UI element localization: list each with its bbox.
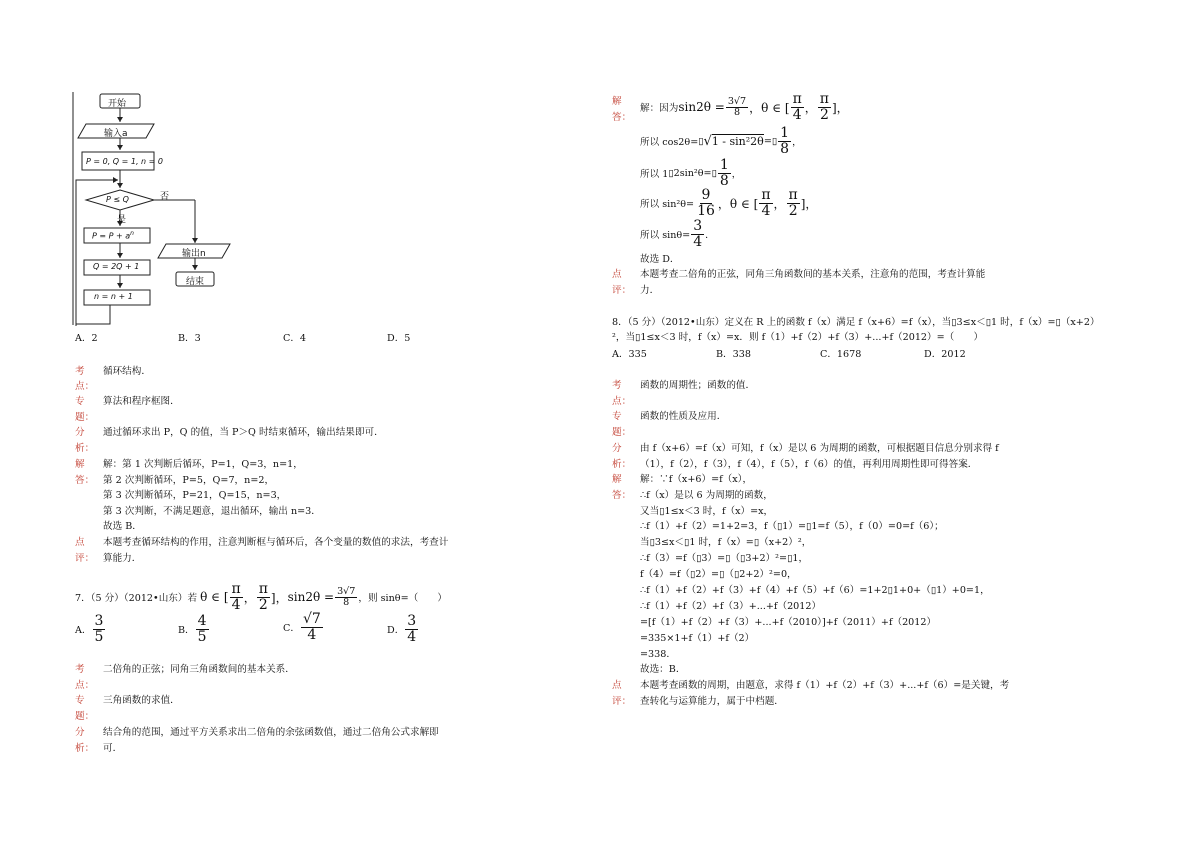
q8-jieda-label-2: 答： — [612, 490, 632, 501]
q7-option-b: B． $\frac{4}{5}$ — [178, 613, 207, 645]
q8-stem-line-2: ²，当▯1≤x＜3 时，f（x）=x．则 f（1）+f（2）+f（3）+...+f（2012）=（ ） — [612, 332, 984, 343]
q6-jieda-line-4: 第 3 次判断，不满足题意，退出循环，输出 n=3． — [103, 506, 321, 517]
q8-jieda-line-1: 解：∵f（x+6）=f（x）， — [640, 474, 753, 485]
q8-option-b: B．338 — [716, 349, 751, 360]
q8-zhuanti-label-2: 题： — [612, 427, 632, 438]
q8-jieda-line-3: 又当▯1≤x＜3 时，f（x）=x， — [640, 506, 774, 517]
q6-kaodian-label-1: 考 — [75, 366, 85, 377]
q6-zhuanti-label-2: 题： — [75, 412, 95, 423]
flow-output-label: 输出n — [182, 249, 206, 259]
q6-dianping-label-2: 评： — [75, 553, 95, 564]
flow-start-label: 开始 — [108, 99, 127, 109]
q8-jieda-line-8: ∴f（1）+f（2）+f（3）+f（4）+f（5）+f（6）=1+2▯1+0+（▯1）+0=1， — [640, 585, 990, 596]
q8-zhuanti: 函数的性质及应用． — [640, 411, 727, 422]
q8-dianping-label-2: 评： — [612, 696, 632, 707]
q7-option-c: C． $\frac{√7}{4}$ — [283, 611, 321, 643]
q8-kaodian-label-1: 考 — [612, 380, 622, 391]
q8-zhuanti-label-1: 专 — [612, 411, 622, 422]
q6-fenxi-label-2: 析： — [75, 443, 95, 454]
q7-sol-line-3: 所以 1 ▯ 2sin²θ= ▯ $\frac{1}{8}$ ， — [640, 157, 742, 189]
q7-dianping-label-1: 点 — [612, 269, 622, 280]
q6-jieda-label-1: 解 — [75, 459, 85, 470]
q6-jieda-line-2: 第 2 次判断循环，P=5，Q=7，n=2， — [103, 475, 275, 486]
q7-dianping-label-2: 评： — [612, 285, 632, 296]
q8-dianping-label-1: 点 — [612, 680, 622, 691]
flow-end-label: 结束 — [186, 277, 205, 287]
q8-jieda-line-2: ∴f（x）是以 6 为周期的函数， — [640, 490, 773, 501]
q7-option-d: D． $\frac{3}{4}$ — [387, 613, 417, 645]
q7-zhuanti-label-2: 题： — [75, 711, 95, 722]
flow-step3-label: n = n + 1 — [94, 292, 133, 301]
q7-sol-line-4: 所以 sin²θ= $\frac{9}{16}$ ，θ ∈ [ $\frac{\pi}{4}$ ， $\frac{\pi}{2}$ ]， — [640, 187, 818, 219]
q6-jieda-line-1: 解：第 1 次判断后循环，P=1，Q=3，n=1， — [103, 459, 303, 470]
q8-dianping-line-1: 本题考查函数的周期，由题意，求得 f（1）+f（2）+f（3）+...+f（6）=是关键，考 — [640, 680, 1010, 691]
q7-zhuanti: 三角函数的求值． — [103, 695, 180, 706]
q7-dianping-line-1: 本题考查二倍角的正弦，同角三角函数间的基本关系，注意角的范围，考查计算能 — [640, 269, 986, 280]
q6-dianping-line-2: 算能力． — [103, 553, 142, 564]
q8-jieda-line-9: ∴f（1）+f（2）+f（3）+...+f（2012） — [640, 601, 822, 612]
q7-sol-line-2: 所以 cos2θ= ▯ √ 1 - sin²2θ = ▯ $\frac{1}{8}$ ， — [640, 125, 802, 157]
q7-sol-line-6: 故选 D． — [640, 254, 680, 265]
q8-option-d: D．2012 — [924, 349, 966, 360]
q8-jieda-line-5: 当▯3≤x＜▯1 时，f（x）=▯（x+2）²， — [640, 537, 812, 548]
q8-kaodian-label-2: 点： — [612, 396, 632, 407]
flow-input-label: 输入a — [104, 129, 128, 139]
q6-dianping-line-1: 本题考查循环结构的作用，注意判断框与循环后，各个变量的数值的求法，考查计 — [103, 537, 449, 548]
q8-kaodian: 函数的周期性；函数的值． — [640, 380, 756, 391]
flow-cond-label: P ≤ Q — [106, 195, 129, 204]
q6-zhuanti: 算法和程序框图． — [103, 396, 180, 407]
q7-fenxi-label-2: 析： — [75, 743, 95, 754]
flow-init-label: P = 0, Q = 1, n = 0 — [86, 157, 163, 166]
q7-stem: 7．（5 分）（2012•山东）若 θ ∈ [ $\frac{\pi}{4}$ ， $\frac{\pi}{2}$ ]， sin2θ = $\frac{3√7}{8}$ ，则 sinθ=（ ） — [75, 581, 447, 613]
flow-no-label: 否 — [160, 192, 170, 202]
q6-zhuanti-label-1: 专 — [75, 396, 85, 407]
q8-jieda-line-11: =335×1+f（1）+f（2） — [640, 633, 755, 644]
q7-kaodian-label-2: 点： — [75, 680, 95, 691]
q6-jieda-line-3: 第 3 次判断循环，P=21，Q=15，n=3， — [103, 490, 287, 501]
q8-jieda-label-1: 解 — [612, 474, 622, 485]
q8-dianping-line-2: 查转化与运算能力，属于中档题． — [640, 696, 784, 707]
q6-option-c: C．4 — [283, 333, 307, 344]
q7-jieda-label-1: 解 — [612, 96, 622, 107]
q6-jieda-label-2: 答： — [75, 475, 95, 486]
q7-fenxi-line-2: 可． — [103, 743, 123, 754]
flow-yes-label: 是 — [117, 215, 127, 225]
flow-step2-label: Q = 2Q + 1 — [93, 262, 140, 271]
q7-option-a: A． $\frac{3}{5}$ — [75, 613, 104, 645]
q6-kaodian: 循环结构． — [103, 366, 151, 377]
q8-jieda-line-13: 故选：B． — [640, 664, 686, 675]
q8-jieda-line-6: ∴f（3）=f（▯3）=▯（▯3+2）²=▯1， — [640, 553, 809, 564]
q8-jieda-line-7: f（4）=f（▯2）=▯（▯2+2）²=0， — [640, 569, 797, 580]
q6-fenxi-label-1: 分 — [75, 427, 85, 438]
q7-zhuanti-label-1: 专 — [75, 695, 85, 706]
q6-dianping-label-1: 点 — [75, 537, 85, 548]
q8-fenxi-label-1: 分 — [612, 443, 622, 454]
q8-jieda-line-10: =[f（1）+f（2）+f（3）+...+f（2010）]+f（2011）+f（2012） — [640, 617, 937, 628]
q7-fenxi-line-1: 结合角的范围，通过平方关系求出二倍角的余弦函数值，通过二倍角公式求解即 — [103, 727, 439, 738]
q6-option-b: B．3 — [178, 333, 201, 344]
q8-fenxi-line-1: 由 f（x+6）=f（x）可知，f（x）是以 6 为周期的函数，可根据题目信息分别求得 f — [640, 443, 999, 454]
q8-option-c: C．1678 — [820, 349, 862, 360]
q6-option-a: A．2 — [75, 333, 98, 344]
q7-sol-line-1: 解：因为 sin2θ = $\frac{3√7}{8}$ ，θ ∈ [ $\frac{\pi}{4}$ ， $\frac{\pi}{2}$ ]， — [640, 91, 849, 123]
q7-jieda-label-2: 答： — [612, 112, 632, 123]
q8-stem-line-1: 8．（5 分）（2012•山东）定义在 R 上的函数 f（x）满足 f（x+6）=f（x），当▯3≤x＜▯1 时，f（x）=▯（x+2） — [612, 317, 1100, 328]
q7-kaodian-label-1: 考 — [75, 664, 85, 675]
q7-sol-line-5: 所以 sinθ= $\frac{3}{4}$ ． — [640, 218, 715, 250]
q8-fenxi-line-2: （1），f（2），f（3），f（4），f（5），f（6）的值，再利用周期性即可得答案． — [640, 459, 978, 470]
q6-option-d: D．5 — [387, 333, 411, 344]
q8-option-a: A．335 — [612, 349, 647, 360]
q6-jieda-line-5: 故选 B． — [103, 521, 142, 532]
q8-jieda-line-12: =338． — [640, 649, 676, 660]
q7-dianping-line-2: 力． — [640, 285, 660, 296]
q6-fenxi: 通过循环求出 P，Q 的值，当 P＞Q 时结束循环，输出结果即可． — [103, 427, 384, 438]
q6-kaodian-label-2: 点： — [75, 381, 95, 392]
flow-step1-label: $P = P + a^n$ — [92, 230, 134, 241]
q7-fenxi-label-1: 分 — [75, 727, 85, 738]
q8-fenxi-label-2: 析： — [612, 459, 632, 470]
q8-jieda-line-4: ∴f（1）+f（2）=1+2=3，f（▯1）=▯1=f（5），f（0）=0=f（6）； — [640, 521, 944, 532]
q7-kaodian: 二倍角的正弦；同角三角函数间的基本关系． — [103, 664, 295, 675]
